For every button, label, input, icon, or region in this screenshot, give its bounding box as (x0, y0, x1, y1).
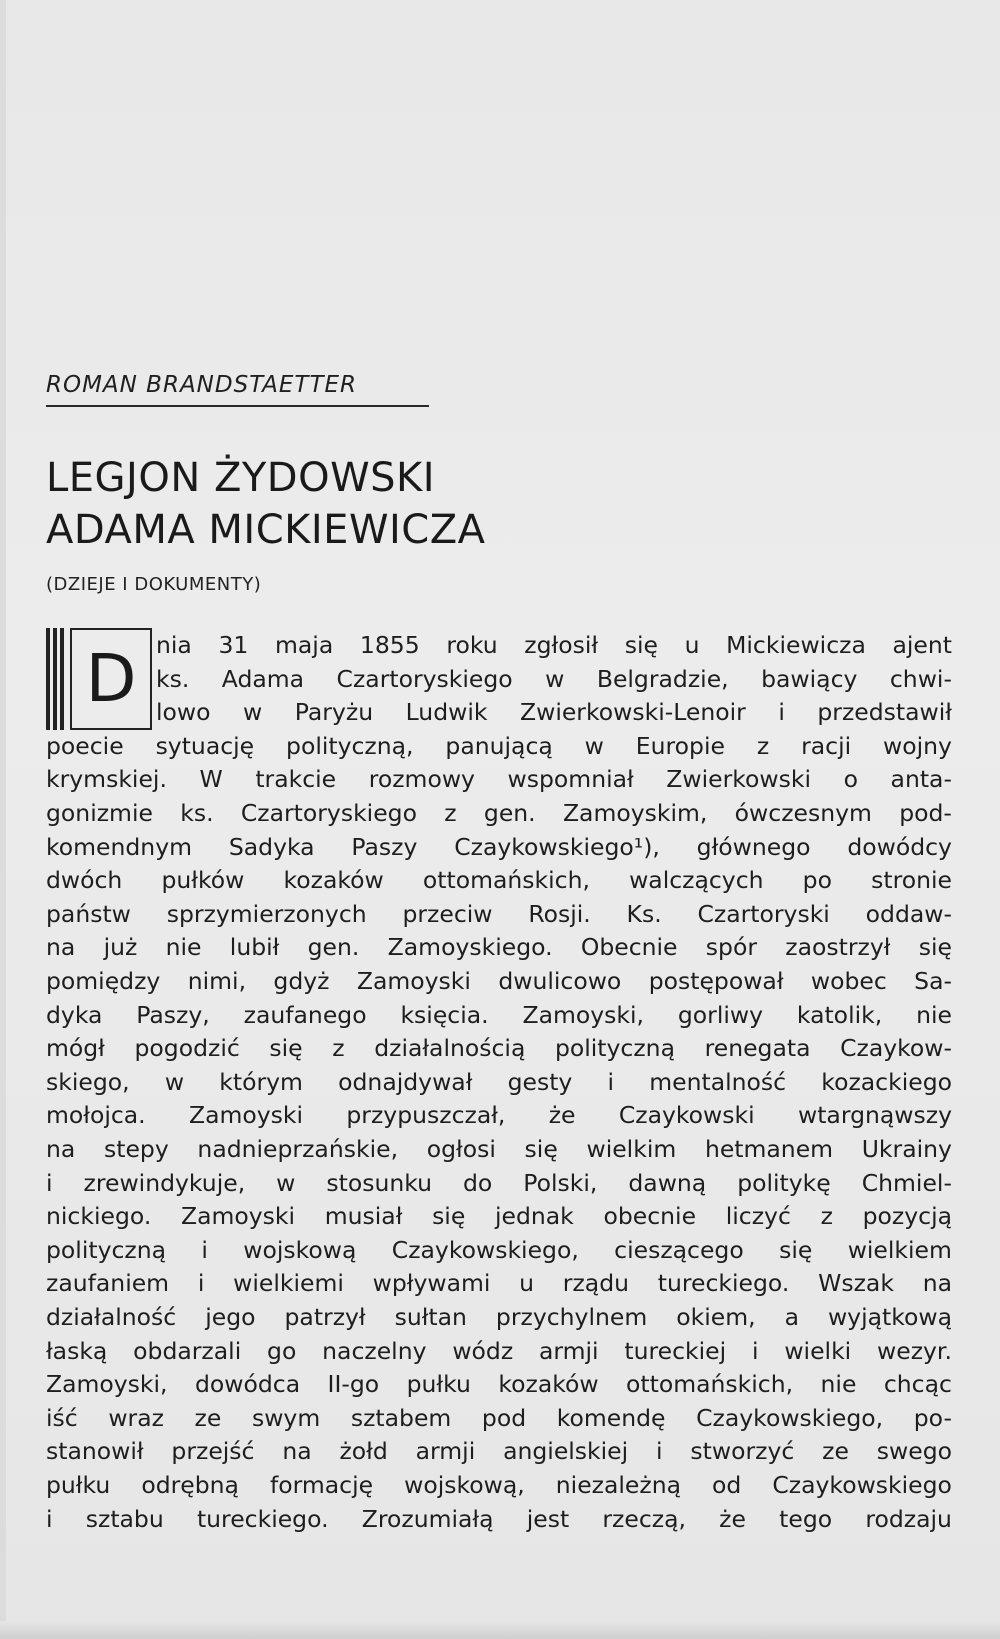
page-bottom-edge (0, 1621, 1000, 1639)
text-line: dyka Paszy, zaufanego księcia. Zamoyski, gorliwy katolik, nie (46, 1000, 952, 1029)
title-line-2: ADAMA MICKIEWICZA (46, 507, 486, 553)
text-line: Zamoyski, dowódca II-go pułku kozaków ottomańskich, nie chcąc (46, 1370, 952, 1399)
text-line: stanowił przejść na żołd armji angielskiej i stworzyć ze swego (46, 1437, 952, 1466)
text-line: na już nie lubił gen. Zamoyskiego. Obecnie spór zaostrzył się (46, 933, 952, 962)
text-line: pułku odrębną formację wojskową, niezależną od Czaykowskiego (46, 1471, 952, 1499)
text-line: pomiędzy nimi, gdyż Zamoyski dwulicowo postępował wobec Sa- (46, 967, 952, 995)
author-name: ROMAN BRANDSTAETTER (46, 372, 358, 398)
author-underline (46, 405, 429, 407)
text-line: gonizmie ks. Czartoryskiego z gen. Zamoyskim, ówczesnym pod- (46, 799, 952, 827)
text-line: i zrewindykuje, w stosunku do Polski, dawną politykę Chmiel- (46, 1168, 952, 1197)
drop-cap-ornament (46, 628, 64, 730)
article-subtitle: (DZIEJE I DOKUMENTY) (46, 574, 262, 595)
text-line: ks. Adama Czartoryskiego w Belgradzie, bawiący chwi- (156, 664, 952, 693)
text-line: łaską obdarzali go naczelny wódz armji tureckiej i wielki wezyr. (46, 1336, 952, 1365)
title-line-1: LEGJON ŻYDOWSKI (46, 455, 436, 501)
text-line: lowo w Paryżu Ludwik Zwierkowski-Lenoir i przedstawił (156, 698, 952, 727)
text-line: krymskiej. W trakcie rozmowy wspomniał Zwierkowski o anta- (46, 765, 952, 794)
text-line: nickiego. Zamoyski musiał się jednak obecnie liczyć z pozycją (46, 1202, 952, 1231)
text-line: skiego, w którym odnajdywał gesty i mentalność kozackiego (46, 1067, 952, 1096)
drop-cap (46, 628, 152, 730)
text-line: iść wraz ze swym sztabem pod komendę Czaykowskiego, po- (46, 1403, 952, 1432)
text-line: poecie sytuację polityczną, panującą w Europie z racji wojny (46, 731, 952, 760)
text-line: działalność jego patrzył sułtan przychylnem okiem, a wyjątkową (46, 1303, 952, 1331)
text-line: mógł pogodzić się z działalnością polityczną renegata Czaykow- (46, 1034, 952, 1063)
text-line: na stepy nadnieprzańskie, ogłosi się wielkim hetmanem Ukrainy (46, 1135, 952, 1163)
text-line: mołojca. Zamoyski przypuszczał, że Czaykowski wtargnąwszy (46, 1101, 952, 1130)
text-line: polityczną i wojskową Czaykowskiego, cieszącego się wielkiem (46, 1235, 952, 1264)
text-line: nia 31 maja 1855 roku zgłosił się u Mickiewicza ajent (156, 631, 952, 659)
text-line: dwóch pułków kozaków ottomańskich, walczących po stronie (46, 866, 952, 895)
page-left-edge (0, 0, 6, 1639)
text-line: państw sprzymierzonych przeciw Rosji. Ks. Czartoryski oddaw- (46, 899, 952, 928)
text-line: zaufaniem i wielkiemi wpływami u rządu tureckiego. Wszak na (46, 1269, 952, 1298)
article-title (46, 452, 486, 556)
drop-cap-letter: D (70, 628, 152, 730)
text-line: i sztabu tureckiego. Zrozumiałą jest rzeczą, że tego rodzaju (46, 1504, 952, 1533)
text-line: komendnym Sadyka Paszy Czaykowskiego¹), głównego dowódcy (46, 832, 952, 861)
